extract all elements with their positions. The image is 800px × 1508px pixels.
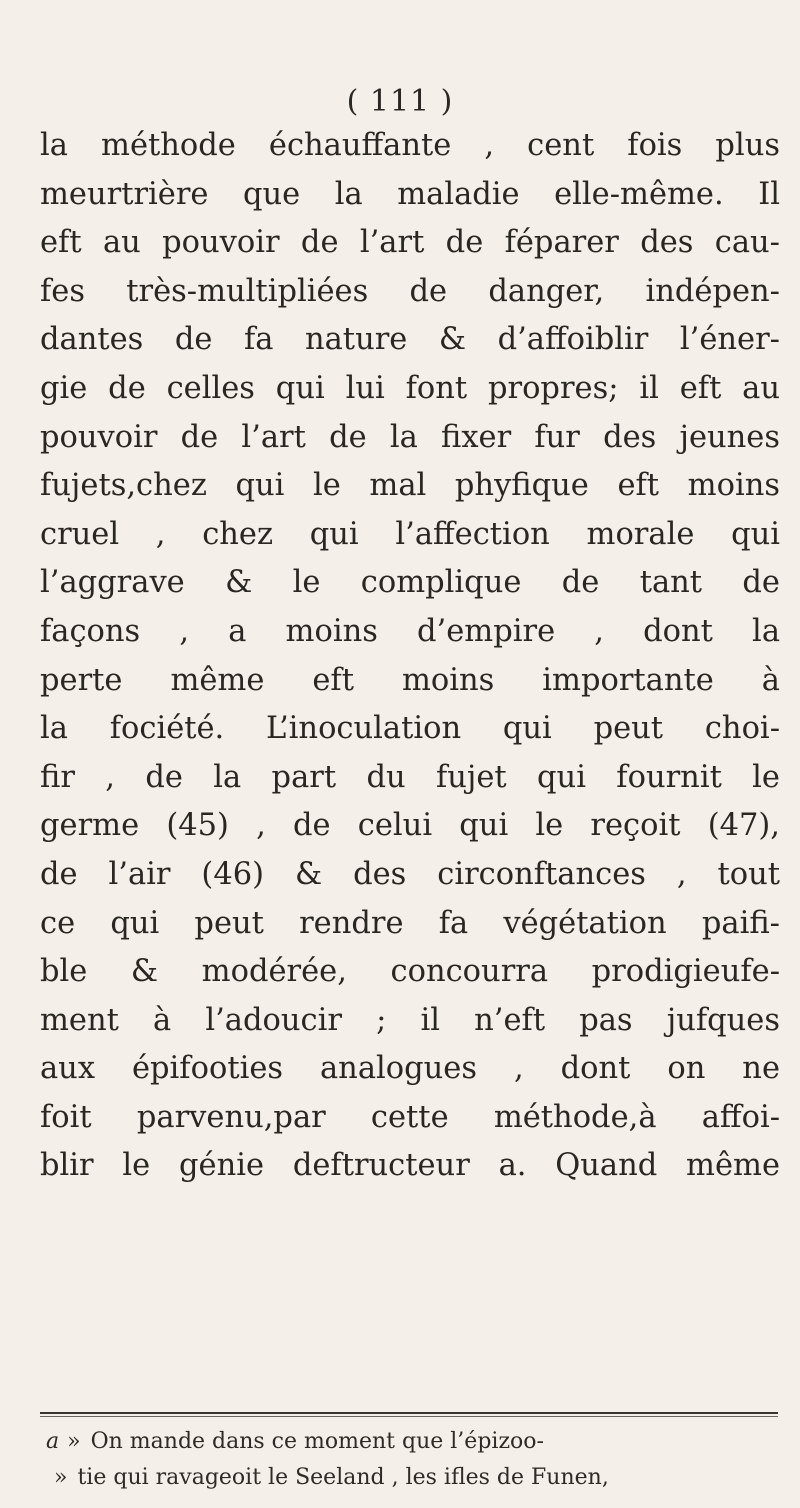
footnote-divider bbox=[40, 1412, 778, 1414]
text-line: dantes de fa nature & d’affoiblir l’éner- bbox=[40, 322, 780, 358]
text-line: fes très-multipliées de danger, indépen- bbox=[40, 273, 780, 309]
text-line: germe (45) , de celui qui le reçoit (47), bbox=[40, 808, 780, 844]
text-line: de l’air (46) & des circonftances , tout bbox=[40, 856, 780, 892]
footnote-text: tie qui ravageoit le Seeland , les ifles de Funen, bbox=[77, 1465, 609, 1490]
footnote-quote: » bbox=[54, 1465, 68, 1490]
text-line: pouvoir de l’art de la fixer fur des jeunes bbox=[40, 419, 780, 455]
text-line: meurtrière que la maladie elle-même. Il bbox=[40, 176, 780, 212]
text-line: eft au pouvoir de l’art de féparer des cau- bbox=[40, 225, 780, 261]
text-line: foit parvenu,par cette méthode,à affoi- bbox=[40, 1099, 780, 1135]
text-line: fujets,chez qui le mal phyfique eft moins bbox=[40, 468, 780, 504]
text-line: aux épifooties analogues , dont on ne bbox=[40, 1051, 780, 1087]
footnote-line bbox=[40, 1424, 780, 1460]
text-line: la méthode échauffante , cent fois plus bbox=[40, 128, 780, 163]
text-line: ce qui peut rendre fa végétation paifi- bbox=[40, 905, 780, 941]
footnote bbox=[40, 1424, 780, 1496]
footnote-text: On mande dans ce moment que l’épizoo- bbox=[90, 1429, 544, 1454]
page-number: ( 111 ) bbox=[346, 84, 454, 119]
text-line: cruel , chez qui l’affection morale qui bbox=[40, 516, 780, 552]
text-line: la fociété. L’inoculation qui peut choi- bbox=[40, 711, 780, 747]
text-line: blir le génie deftructeur a. Quand même bbox=[40, 1148, 780, 1184]
text-line: ble & modérée, concourra prodigieufe- bbox=[40, 954, 780, 990]
text-line: gie de celles qui lui font propres; il eft au bbox=[40, 370, 780, 406]
text-line: perte même eft moins importante à bbox=[40, 662, 780, 698]
text-line: façons , a moins d’empire , dont la bbox=[40, 613, 780, 649]
footnote-divider-thin bbox=[40, 1416, 778, 1417]
body-text bbox=[40, 122, 780, 1191]
text-line: ment à l’adoucir ; il n’eft pas jufques bbox=[40, 1002, 780, 1038]
footnote-quote: » bbox=[67, 1429, 81, 1454]
text-line: l’aggrave & le complique de tant de bbox=[40, 565, 780, 601]
text-line: fir , de la part du fujet qui fournit le bbox=[40, 759, 780, 795]
footnote-line bbox=[40, 1460, 780, 1496]
footnote-mark: a bbox=[46, 1429, 60, 1454]
